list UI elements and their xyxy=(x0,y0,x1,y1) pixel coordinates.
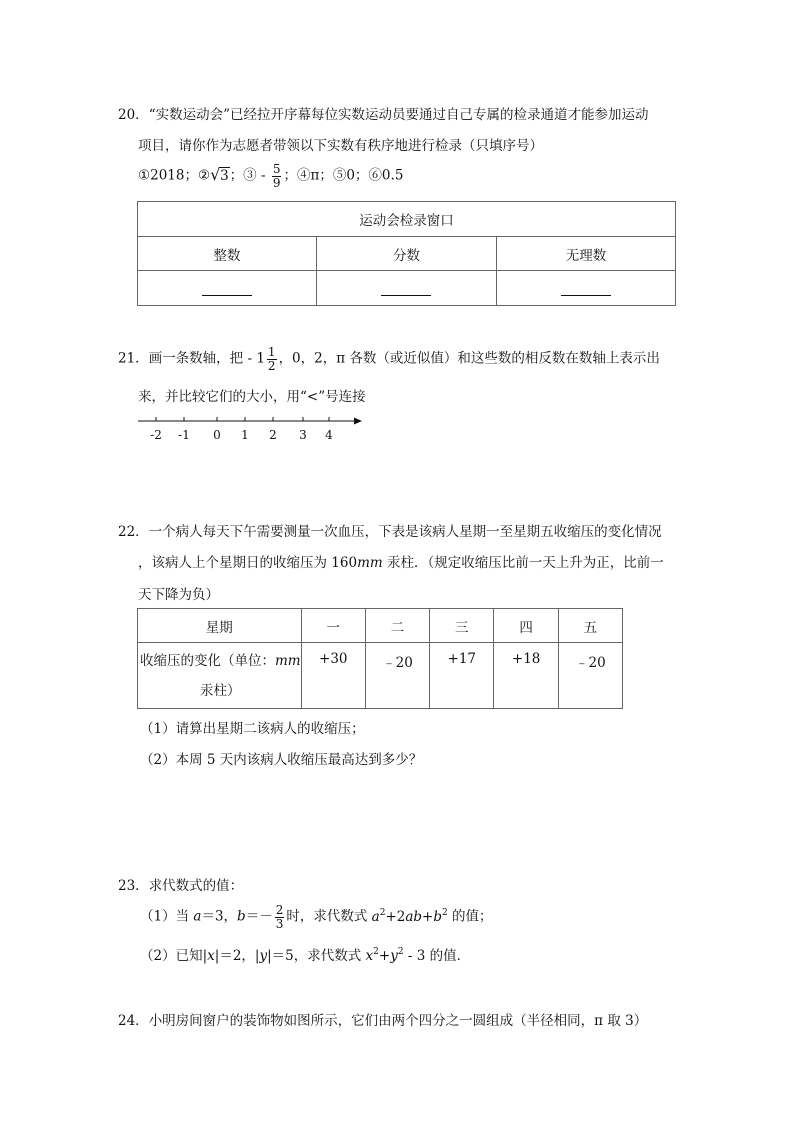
number-line-ticks xyxy=(156,417,329,421)
q22-change-3: +17 xyxy=(430,643,494,709)
q20-answer-integer[interactable] xyxy=(138,271,317,306)
q22-text-line1: 一个病人每天下午需要测量一次血压，下表是该病人星期一至星期五收缩压的变化情况 xyxy=(148,524,662,540)
q22-line1 xyxy=(118,520,662,540)
q22-blood-pressure-table xyxy=(137,608,623,709)
q21-text-pre: 画一条数轴，把 - 1 xyxy=(148,350,265,367)
q20-answer-irrational[interactable] xyxy=(496,271,675,306)
q21-text-post: ，0，2，π 各数（或近似值）和这些数的相反数在数轴上表示出 xyxy=(278,350,660,367)
q22-line2: ，该病人上个星期日的收缩压为 160mm 汞柱．（规定收缩压比前一天上升为正，比前一 xyxy=(138,555,664,571)
q20-item-2-radicand: 3 xyxy=(220,167,229,184)
q22-day-4: 四 xyxy=(494,609,558,643)
number-line-label: 1 xyxy=(241,428,249,442)
q20-item-2-marker: ② xyxy=(197,167,211,184)
number-line-label: 3 xyxy=(299,428,307,442)
q20-table-title: 运动会检录窗口 xyxy=(138,202,676,237)
q20-item-1: ①2018； xyxy=(138,167,198,184)
q22-change-5: ﹣20 xyxy=(558,643,622,709)
radical-sign-icon: √ xyxy=(210,164,221,184)
q20-item-3-sep: ； xyxy=(283,167,297,184)
q20-item-4: ④π； xyxy=(296,167,333,184)
q22-change-4: +18 xyxy=(494,643,558,709)
q20-header-integer: 整数 xyxy=(138,237,317,271)
q20-answer-fraction[interactable] xyxy=(317,271,497,306)
q23-sub1: （1）当 a＝3，b＝－ $\frac{2}{3}$ 时，求代数式 $a^2+2ab+b^2$ 的值； xyxy=(140,903,493,931)
q20-item-5: ⑤0； xyxy=(332,167,369,184)
number-line-label: 2 xyxy=(269,428,277,442)
q22-sub1: （1）请算出星期二该病人的收缩压； xyxy=(140,721,365,737)
q24-number: 24． xyxy=(118,1013,149,1029)
q22-row-label-weekday: 星期 xyxy=(138,609,302,643)
q24-line1: 24．小明房间窗户的装饰物如图所示，它们由两个四分之一圆组成（半径相同，π 取 3） xyxy=(118,1013,648,1029)
number-line-label: -1 xyxy=(178,428,190,442)
q20-item-3-fraction: $\frac{5}{9}$ xyxy=(272,162,281,190)
q22-change-1: +30 xyxy=(301,643,365,709)
number-line-label: 0 xyxy=(213,428,221,442)
q22-sub2: （2）本周 5 天内该病人收缩压最高达到多少？ xyxy=(140,752,423,768)
number-line-label: -2 xyxy=(150,428,162,442)
number-line-label: 4 xyxy=(325,428,333,442)
q21-fraction: $\frac{1}{2}$ xyxy=(267,345,276,373)
q20-line1 xyxy=(118,103,649,123)
q23-title: 23．求代数式的值： xyxy=(118,878,244,894)
q22-day-5: 五 xyxy=(558,609,622,643)
q22-day-1: 一 xyxy=(301,609,365,643)
q22-line3: 天下降为负） xyxy=(138,587,219,603)
q22-number: 22． xyxy=(118,524,149,540)
q23-expression-1: $a^2+2ab+b^2$ xyxy=(371,907,448,925)
q23-fraction: $\frac{2}{3}$ xyxy=(275,903,284,931)
q20-checkin-table xyxy=(137,201,676,306)
sqrt-expression xyxy=(210,164,230,184)
q22-change-2: ﹣20 xyxy=(365,643,429,709)
number-line xyxy=(130,412,370,444)
q20-text-line1: “实数运动会”已经拉开序幕每位实数运动员要通过自己专属的检录通道才能参加运动 xyxy=(148,107,649,123)
number-line-labels xyxy=(150,428,333,442)
q23-number: 23． xyxy=(118,878,149,894)
q20-header-irrational: 无理数 xyxy=(496,237,675,271)
q22-day-2: 二 xyxy=(365,609,429,643)
q23-expression-2: $x^2+y^2$ xyxy=(365,947,404,964)
q20-line2: 项目，请你作为志愿者带领以下实数有秩序地进行检录（只填序号） xyxy=(138,138,543,154)
q23-sub2: （2）已知|x|＝2，|y|＝5，求代数式 $x^2+y^2 - 3$ 的值． xyxy=(140,947,471,964)
arrow-right-icon xyxy=(354,418,362,425)
q21-line1 xyxy=(118,346,660,372)
q20-number: 20． xyxy=(118,107,149,123)
q20-item-3-marker: ③ - xyxy=(243,167,270,184)
q22-day-3: 三 xyxy=(430,609,494,643)
q20-number-list xyxy=(138,163,403,189)
q22-row-label-change: 收缩压的变化（单位：mm 汞柱） xyxy=(138,643,302,709)
q22-unit-mm: mm xyxy=(357,555,383,571)
q21-line2: 来，并比较它们的大小，用“<”号连接 xyxy=(138,389,366,405)
q20-header-fraction: 分数 xyxy=(317,237,497,271)
q20-item-6: ⑥0.5 xyxy=(368,167,404,184)
q21-number: 21． xyxy=(118,350,149,367)
q20-item-2-sep: ； xyxy=(229,167,244,184)
